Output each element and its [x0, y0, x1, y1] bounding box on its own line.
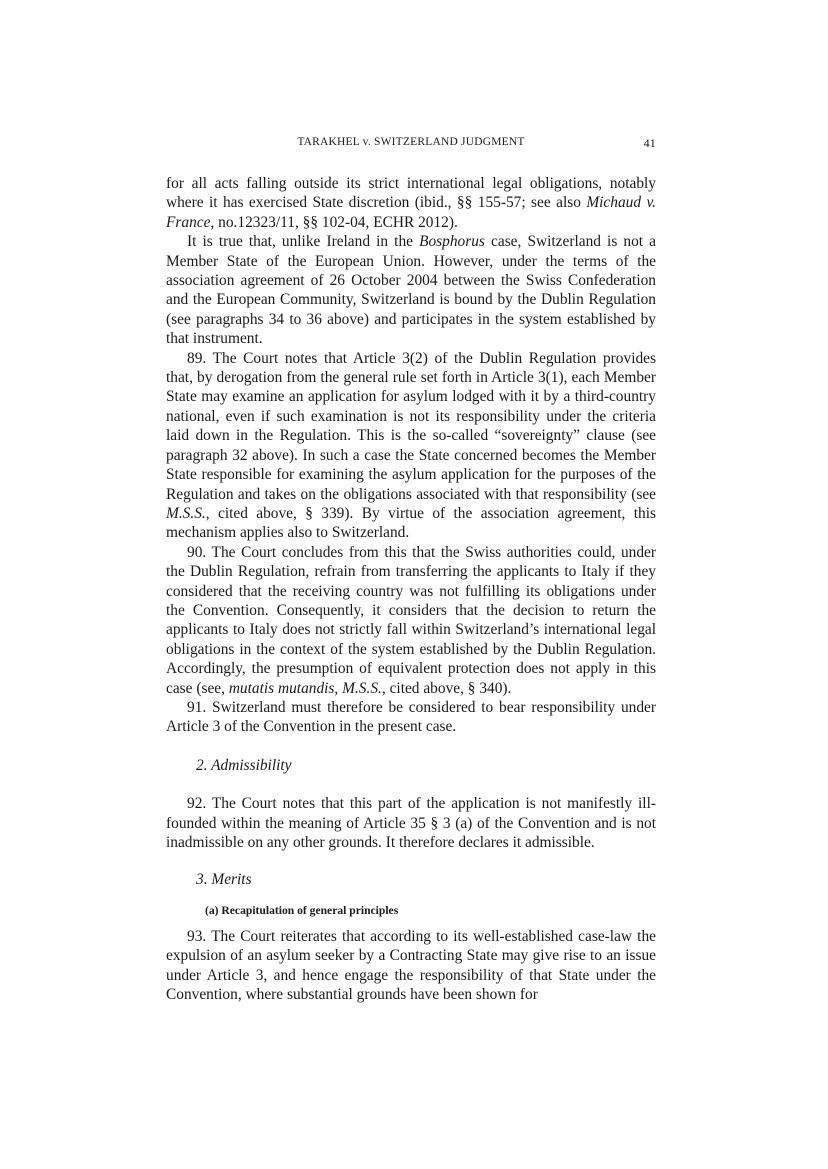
paragraph: [166, 232, 656, 348]
text-run: 89. The Court notes that Article 3(2) of the Dublin Regulation provides that, by derogation from the general rule set forth in Article 3(1), each Member State may examine an application for asylum lodged with it by a third-country national, even if such examination is not its responsibility under the criteria laid down in the Regulation. This is the so-called “sovereignty” clause (see paragraph 32 above). In such a case the State concerned becomes the Member State responsible for examining the asylum application for the purposes of the Regulation and takes on the obligations associated with that responsibility (see: [166, 349, 656, 503]
section-heading-admissibility: 2. Admissibility: [196, 756, 292, 774]
italic-text: Bosphorus: [419, 233, 485, 251]
text-run: , cited above, § 339). By virtue of the association agreement, this mechanism applies also to Switzerland.: [166, 504, 656, 542]
paragraph-89: [166, 349, 656, 543]
section-heading-merits: 3. Merits: [196, 871, 252, 889]
text-run: case, Switzerland is not a Member State of the European Union. However, under the terms of the association agreement of 26 October 2004 between the Swiss Confederation and the European Community, Switzerland is bound by the Dublin Regulation (see paragraphs 34 to 36 above) and participates in the system established by that instrument.: [166, 233, 657, 348]
text-run: It is true that, unlike Ireland in the: [187, 233, 420, 251]
italic-text: M.S.S.: [166, 504, 206, 522]
text-run: 90. The Court concludes from this that the Swiss authorities could, under the Dublin Regulation, refrain from transferring the applicants to Italy if they considered that the receiving country was not fulfilling its obligations under the Convention. Consequently, it considers that the decision to return the applicants to Italy does not strictly fall within Switzerland’s international legal obligations in the context of the system established by the Dublin Regulation. Accordingly, the presumption of equivalent protection does not apply in this case (see,: [166, 543, 656, 697]
text-run: 91. Switzerland must therefore be considered to bear responsibility under Article 3 of the Convention in the present case.: [166, 698, 656, 736]
text-run: , no.12323/11, §§ 102-04, ECHR 2012).: [210, 213, 458, 231]
body-text: [166, 174, 656, 1004]
text-run: , cited above, § 340).: [381, 679, 512, 697]
paragraph-92: [166, 794, 656, 852]
text-run: ,: [334, 679, 343, 697]
running-header: [166, 136, 656, 154]
paragraph-91: [166, 698, 656, 737]
header-title: TARAKHEL v. SWITZERLAND JUDGMENT: [297, 136, 525, 148]
page-number: 41: [643, 136, 656, 150]
text-run: 93. The Court reiterates that according to its well-established case-law the expulsion of an asylum seeker by a Contracting State may give rise to an issue under Article 3, and hence engage the responsibility of that State under the Convention, where substantial grounds have been shown for: [166, 927, 656, 1004]
paragraph-90: [166, 543, 656, 698]
subsection-heading-recapitulation: (a) Recapitulation of general principles: [205, 903, 399, 917]
italic-text: mutatis mutandis: [228, 679, 335, 697]
italic-text: Michaud v. France: [166, 194, 656, 231]
text-run: 92. The Court notes that this part of the application is not manifestly ill-founded within the meaning of Article 35 § 3 (a) of the Convention and is not inadmissible on any other grounds. It therefore declares it admissible.: [166, 795, 656, 851]
paragraph-continued: [166, 174, 656, 232]
paragraph-93: [166, 927, 656, 1005]
text-run: for all acts falling outside its strict international legal obligations, notably where it has exercised State discretion (ibid., §§ 155-57; see also: [166, 175, 656, 212]
italic-text: M.S.S.: [342, 679, 382, 697]
